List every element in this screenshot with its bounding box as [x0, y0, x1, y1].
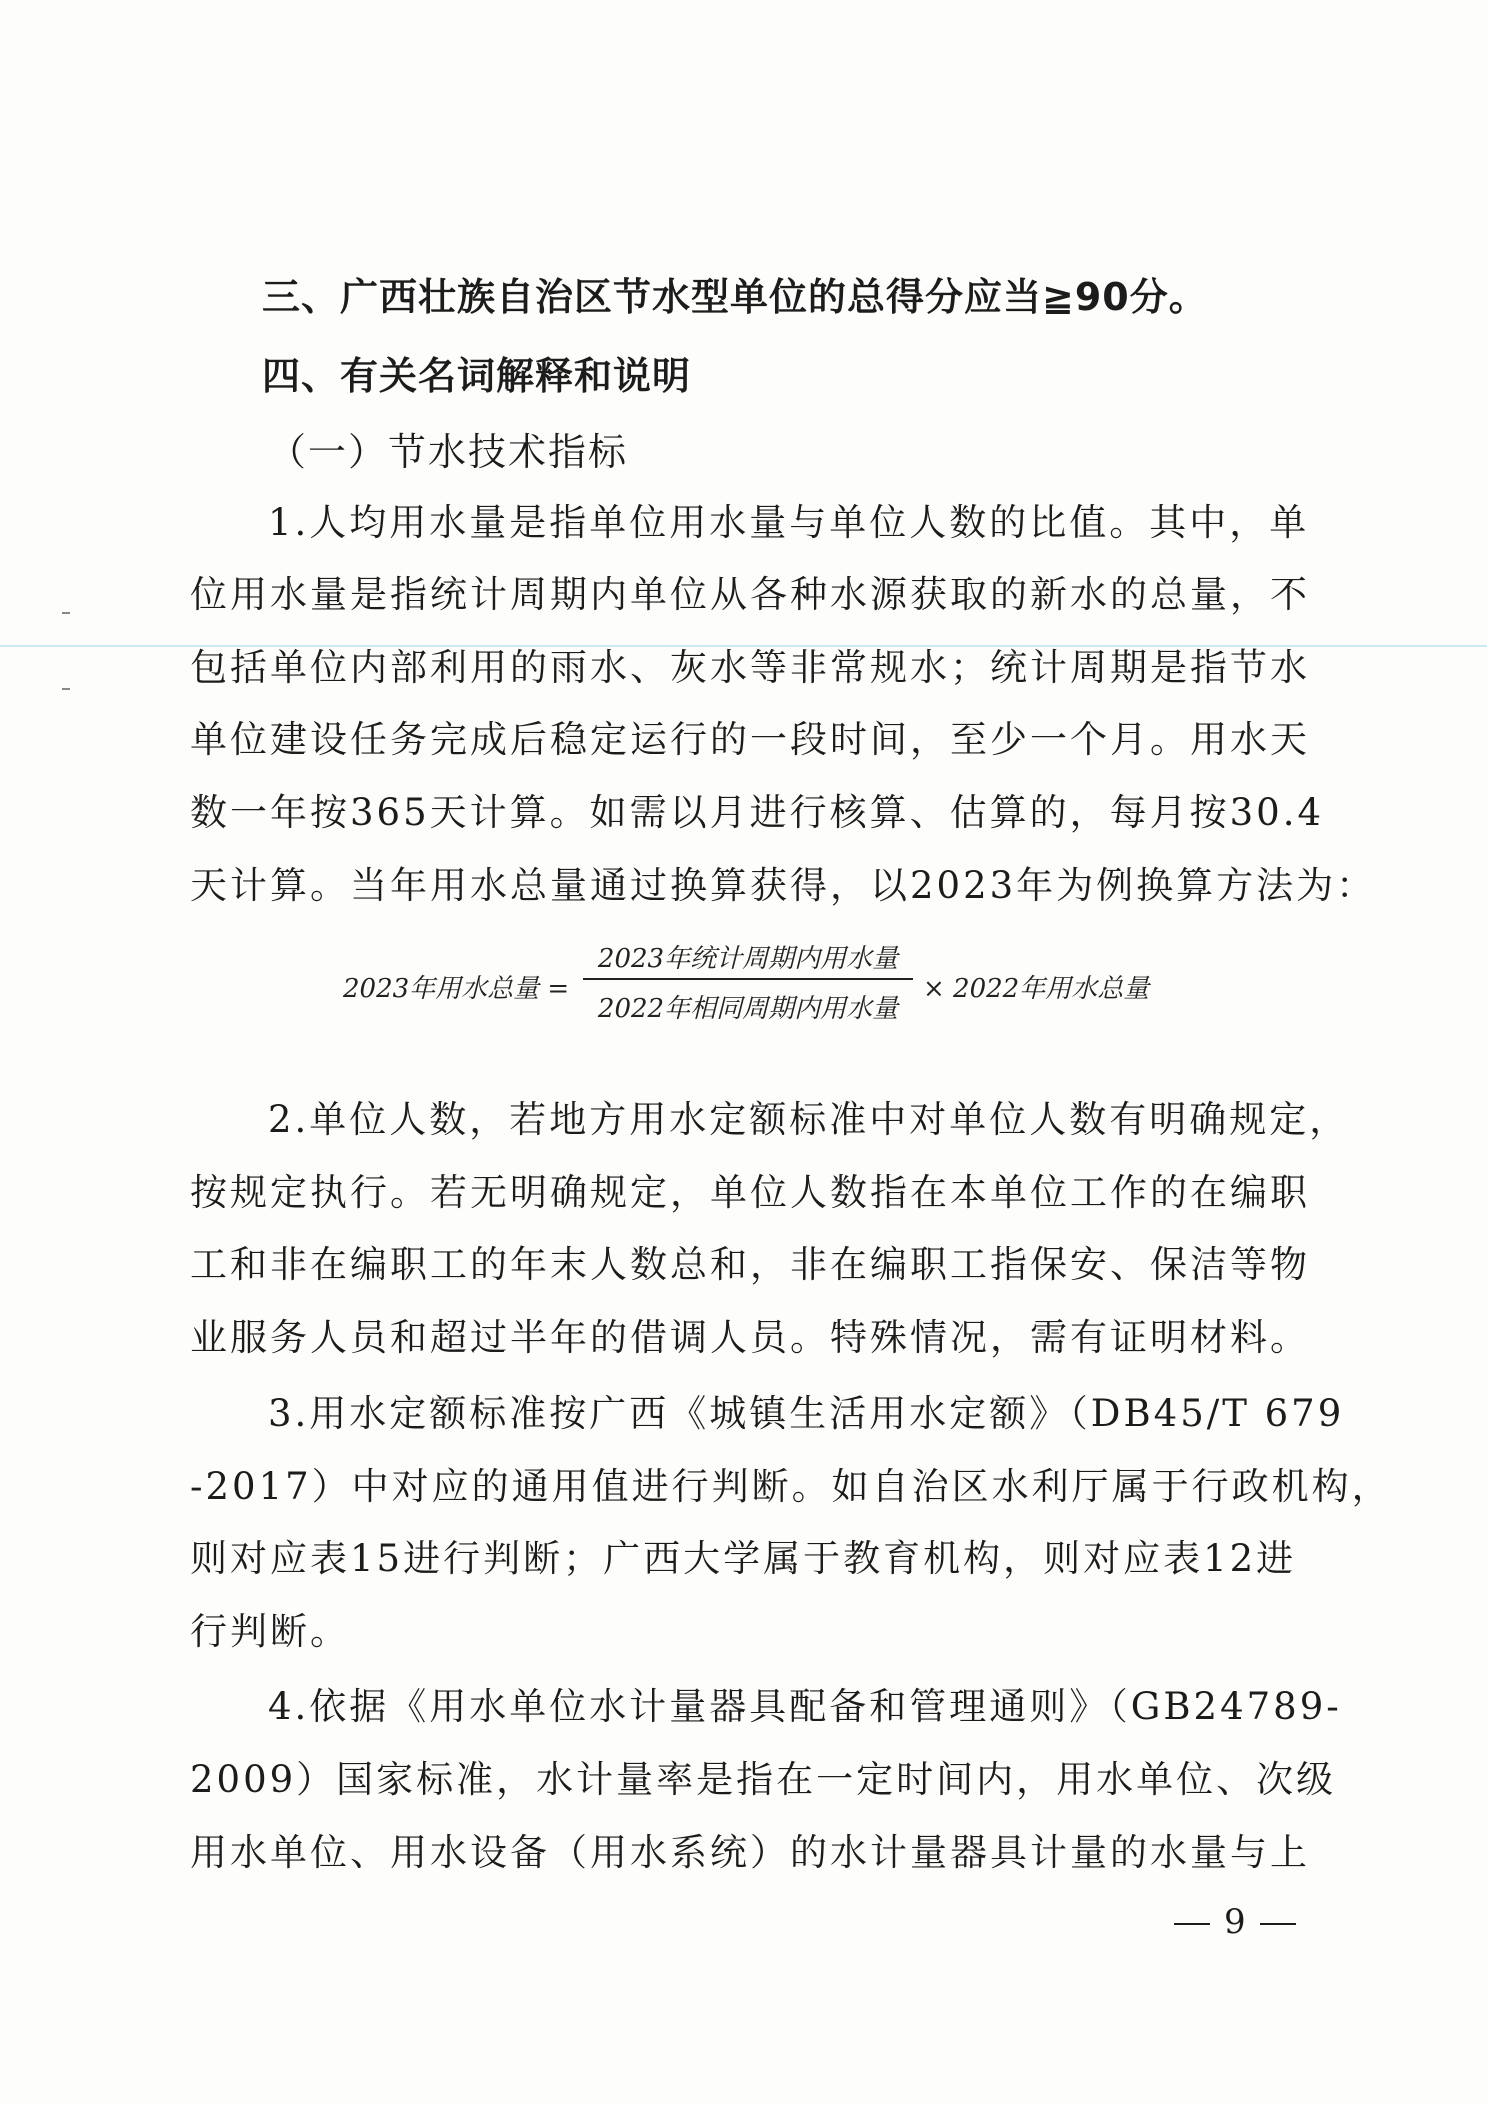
item1-line: 单位建设任务完成后稳定运行的一段时间，至少一个月。用水天	[190, 718, 1310, 761]
item1-line: 天计算。当年用水总量通过换算获得，以2023年为例换算方法为：	[190, 864, 1377, 907]
formula-fraction	[583, 938, 913, 1025]
formula-denominator: 2022年相同周期内用水量	[597, 994, 899, 1024]
item2-line: 按规定执行。若无明确规定，单位人数指在本单位工作的在编职	[190, 1171, 1310, 1214]
fraction-bar	[583, 978, 913, 980]
formula-rhs: × 2022年用水总量	[923, 974, 1150, 1004]
item3-line: 则对应表15进行判断；广西大学属于教育机构，则对应表12进	[190, 1537, 1297, 1580]
page-number	[1160, 1902, 1310, 1942]
subheading-water-saving-indicators: （一）节水技术指标	[268, 430, 629, 474]
item1-line: 数一年按365天计算。如需以月进行核算、估算的，每月按30.4	[190, 791, 1325, 834]
item2-line: 工和非在编职工的年末人数总和，非在编职工指保安、保洁等物	[190, 1243, 1310, 1286]
item1-line: 位用水量是指统计周期内单位从各种水源获取的新水的总量，不	[190, 573, 1310, 616]
item4-line: 2009）国家标准，水计量率是指在一定时间内，用水单位、次级	[190, 1758, 1337, 1801]
formula-lhs: 2023年用水总量 =	[343, 974, 570, 1004]
scan-speck	[62, 688, 70, 690]
item4-line: 4.依据《用水单位水计量器具配备和管理通则》（GB24789-	[268, 1685, 1342, 1728]
item3-line: -2017）中对应的通用值进行判断。如自治区水利厅属于行政机构，	[190, 1465, 1392, 1508]
formula-numerator: 2023年统计周期内用水量	[597, 944, 899, 974]
item4-line: 用水单位、用水设备（用水系统）的水计量器具计量的水量与上	[190, 1831, 1310, 1874]
item2-line: 业服务人员和超过半年的借调人员。特殊情况，需有证明材料。	[190, 1316, 1310, 1359]
heading-section-3: 三、广西壮族自治区节水型单位的总得分应当≧90分。	[262, 275, 1208, 319]
page-number-dash-left	[1174, 1923, 1210, 1925]
item1-line: 1.人均用水量是指单位用水量与单位人数的比值。其中，单	[268, 501, 1310, 544]
heading-section-4: 四、有关名词解释和说明	[262, 354, 692, 398]
item3-line: 3.用水定额标准按广西《城镇生活用水定额》（DB45/T 679	[268, 1392, 1345, 1435]
scan-speck	[62, 612, 70, 614]
item2-line: 2.单位人数，若地方用水定额标准中对单位人数有明确规定，	[268, 1098, 1350, 1141]
item3-line: 行判断。	[190, 1610, 350, 1653]
page-number-value: 9	[1224, 1902, 1246, 1942]
page-number-dash-right	[1260, 1923, 1296, 1925]
item1-line: 包括单位内部利用的雨水、灰水等非常规水；统计周期是指节水	[190, 646, 1310, 689]
